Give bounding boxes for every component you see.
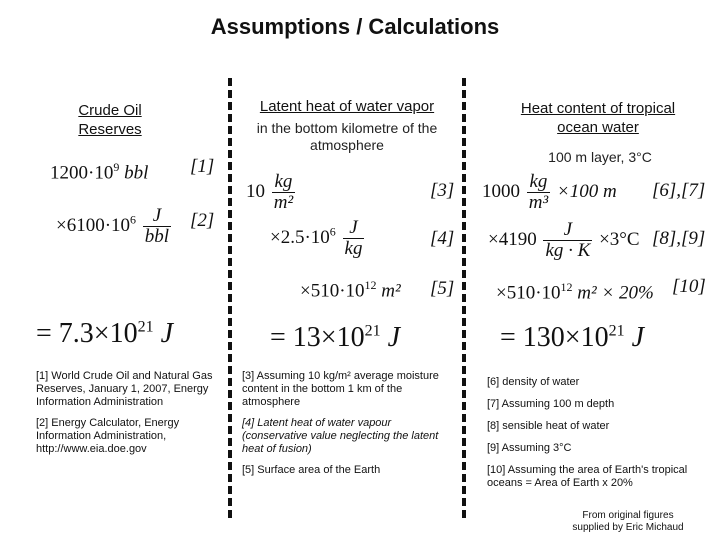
fraction-denominator: m³ [528, 192, 549, 213]
note-9: [9] Assuming 3°C [487, 442, 572, 454]
eq-coefficient: ×510·10 [496, 282, 561, 304]
result-value: = 130×10 [500, 322, 609, 353]
ref-4: [4] [430, 228, 455, 249]
eq-fraction [527, 172, 550, 213]
eq-coefficient: 1200·10 [50, 162, 114, 184]
crude-oil-eq2 [56, 206, 173, 247]
latent-heat-heading-text: Latent heat of water vapor [259, 98, 435, 115]
note-10: [10] Assuming the area of Earth's tropical oceans = Area of Earth x 20% [487, 464, 688, 489]
result-exponent: 21 [364, 322, 381, 340]
eq-coefficient: 1000 [482, 180, 520, 202]
ref-2: [2] [190, 210, 215, 231]
eq-coefficient: 10 [246, 180, 265, 202]
eq-fraction [143, 206, 171, 247]
ref-8-9: [8],[9] [652, 228, 706, 249]
latent-heat-eq2 [270, 218, 366, 259]
note-3: [3] Assuming 10 kg/m² average moisture content in the bottom 1 km of the atmosphere [242, 370, 439, 408]
eq-coefficient: ×510·10 [300, 280, 365, 302]
fraction-denominator: kg · K [545, 240, 591, 261]
ocean-heat-heading-line2: ocean water [557, 119, 639, 136]
fraction-denominator: m² [273, 192, 294, 213]
eq-unit: m² [381, 280, 401, 302]
eq-tail: ×3°C [599, 228, 640, 250]
note-5: [5] Surface area of the Earth [242, 464, 381, 476]
note-2: [2] Energy Calculator, Energy Information Administration, http://www.eia.doe.gov [36, 417, 180, 455]
eq-fraction [343, 218, 365, 259]
latent-heat-heading [240, 97, 454, 116]
eq-exponent: 6 [329, 224, 336, 239]
eq-exponent: 6 [130, 212, 137, 227]
ocean-heat-eq1 [482, 172, 617, 213]
credit [548, 510, 708, 534]
eq-coefficient: ×6100·10 [56, 214, 131, 236]
note-1: [1] World Crude Oil and Natural Gas Reserves, January 1, 2007, Energy Information Administration [36, 370, 213, 408]
ocean-heat-eq2 [488, 220, 640, 261]
ref-10: [10] [672, 276, 706, 297]
column-divider-right [462, 78, 466, 518]
note-8: [8] sensible heat of water [487, 420, 610, 432]
notes-column-1 [36, 370, 216, 456]
fraction-numerator: kg [272, 172, 295, 193]
ocean-heat-result [500, 322, 644, 354]
crude-oil-heading-line2: Reserves [78, 121, 142, 138]
eq-coefficient: ×4190 [488, 228, 537, 250]
eq-coefficient: ×2.5·10 [270, 226, 330, 248]
latent-heat-result [270, 322, 400, 354]
fraction-numerator: J [143, 206, 171, 227]
eq-exponent: 12 [364, 278, 377, 292]
eq-fraction [272, 172, 295, 213]
ocean-heat-heading-line1: Heat content of tropical [520, 100, 676, 117]
eq-exponent: 12 [560, 280, 573, 294]
ref-3: [3] [430, 180, 455, 201]
page-title: Assumptions / Calculations [210, 14, 500, 39]
ref-1: [1] [190, 156, 215, 177]
ocean-heat-subheading: 100 m layer, 3°C [548, 149, 652, 165]
note-7: [7] Assuming 100 m depth [487, 398, 615, 410]
column-divider-left [228, 78, 232, 518]
eq-unit: m² × 20% [577, 282, 654, 304]
latent-heat-subheading: in the bottom kilometre of the atmosphere [256, 120, 438, 153]
result-value: = 13×10 [270, 322, 365, 353]
eq-fraction [543, 220, 592, 261]
credit-line-1: From original figures [582, 510, 674, 521]
result-exponent: 21 [137, 318, 154, 336]
result-unit: J [387, 322, 401, 353]
eq-exponent: 9 [113, 160, 120, 174]
fraction-numerator: J [543, 220, 592, 241]
note-4: [4] Latent heat of water vapour (conservative value neglecting the latent heat of fusion) [242, 417, 439, 455]
ocean-heat-eq3 [496, 280, 654, 304]
latent-heat-eq3 [300, 278, 401, 302]
result-unit: J [160, 318, 174, 349]
notes-column-3 [487, 376, 712, 490]
crude-oil-heading-line1: Crude Oil [78, 102, 142, 119]
latent-heat-eq1 [246, 172, 297, 213]
eq-tail: ×100 m [556, 180, 617, 202]
fraction-numerator: J [343, 218, 365, 239]
eq-unit: bbl [124, 162, 149, 184]
ocean-heat-heading [480, 99, 716, 137]
crude-oil-heading [55, 101, 165, 139]
result-exponent: 21 [608, 322, 625, 340]
crude-oil-eq1 [50, 160, 148, 184]
ref-6-7: [6],[7] [652, 180, 706, 201]
fraction-denominator: bbl [144, 226, 170, 247]
credit-line-2: supplied by Eric Michaud [572, 522, 684, 533]
notes-column-2 [242, 370, 457, 477]
crude-oil-result [36, 318, 173, 350]
result-unit: J [631, 322, 645, 353]
ref-5: [5] [430, 278, 455, 299]
result-value: = 7.3×10 [36, 318, 138, 349]
fraction-numerator: kg [527, 172, 550, 193]
note-6: [6] density of water [487, 376, 580, 388]
fraction-denominator: kg [344, 238, 363, 259]
